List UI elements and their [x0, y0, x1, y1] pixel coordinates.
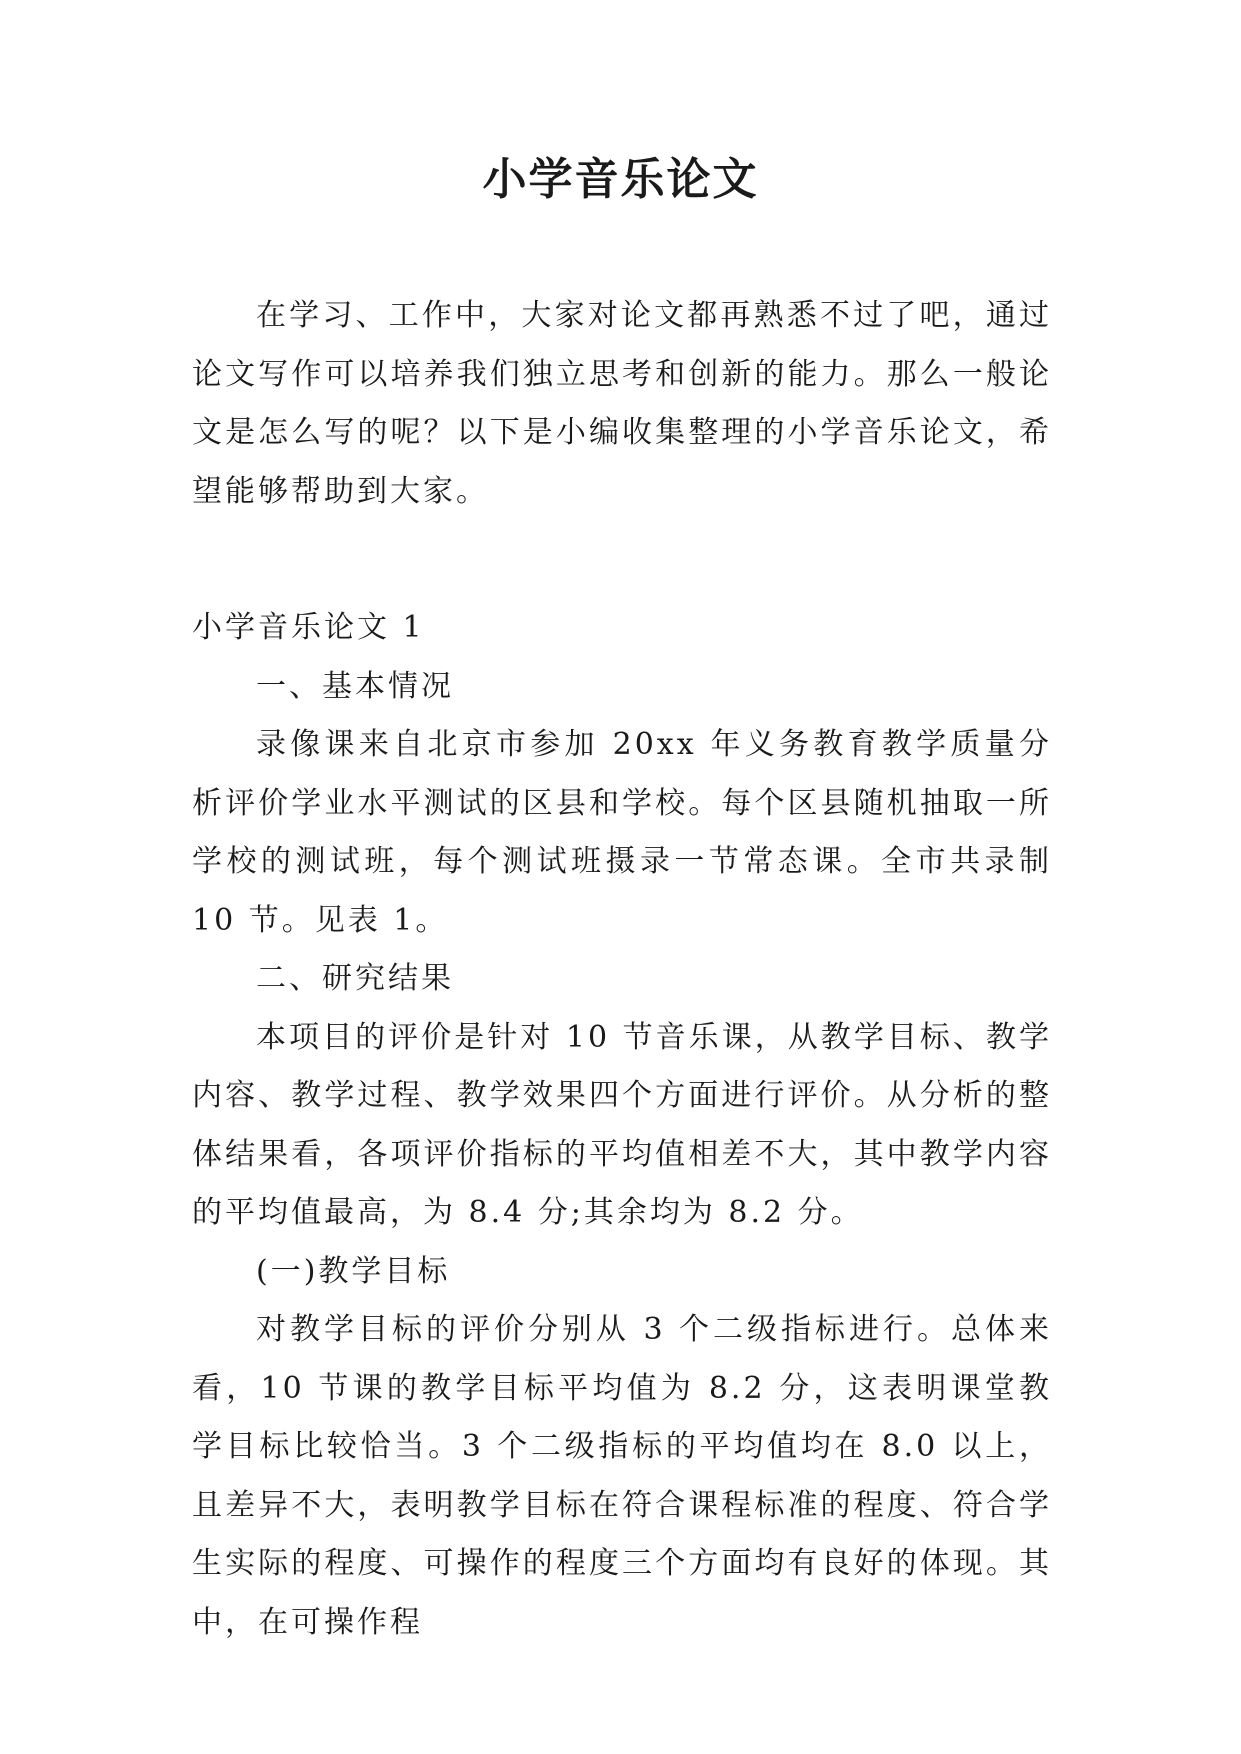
document-body — [192, 287, 1052, 1652]
paragraph-research-results: 本项目的评价是针对 10 节音乐课，从教学目标、教学内容、教学过程、教学效果四个方面进行评价。从分析的整体结果看，各项评价指标的平均值相差不大，其中教学内容的平均值最高，为 8.4 分;其余均为 8.2 分。 — [192, 1019, 1052, 1230]
intro-paragraph: 在学习、工作中，大家对论文都再熟悉不过了吧，通过论文写作可以培养我们独立思考和创新的能力。那么一般论文是怎么写的呢？以下是小编收集整理的小学音乐论文，希望能够帮助到大家。 — [192, 298, 1052, 509]
heading-research-results: 二、研究结果 — [256, 961, 454, 996]
paragraph-gap — [192, 521, 1052, 599]
paragraph-basic-situation: 录像课来自北京市参加 20xx 年义务教育教学质量分析评价学业水平测试的区县和学校。每个区县随机抽取一所学校的测试班，每个测试班摄录一节常态课。全市共录制 10 节。见表 1。 — [192, 727, 1052, 938]
heading-basic-situation: 一、基本情况 — [256, 668, 454, 704]
heading-teaching-goals: (一)教学目标 — [256, 1253, 451, 1289]
section-title: 小学音乐论文 1 — [192, 610, 425, 645]
paragraph-teaching-goals: 对教学目标的评价分别从 3 个二级指标进行。总体来看，10 节课的教学目标平均值为 8.2 分，这表明课堂教学目标比较恰当。3 个二级指标的平均值均在 8.0 以上，且差异不大，表明教学目标在符合课程标准的程度、符合学生实际的程度、可操作的程度三个方面均有良好的体现。其中，在可操作程 — [192, 1312, 1052, 1640]
document-title: 小学音乐论文 — [482, 154, 759, 205]
